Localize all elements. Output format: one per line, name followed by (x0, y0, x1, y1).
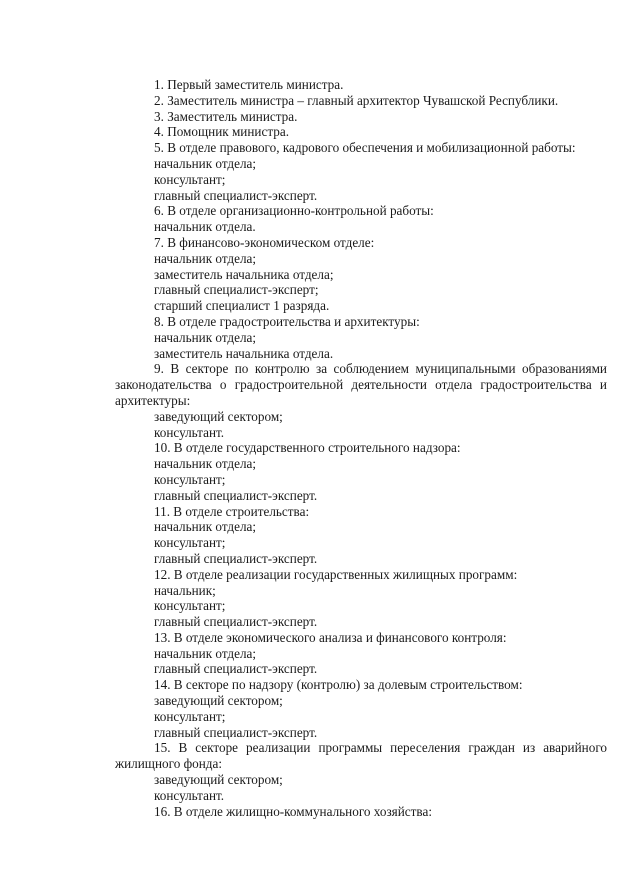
list-item: 14. В секторе по надзору (контролю) за долевым строительством: (154, 677, 523, 693)
list-item: консультант; (154, 708, 226, 724)
list-item: начальник отдела; (154, 329, 257, 345)
list-item: начальник отдела; (154, 645, 257, 661)
list-item: главный специалист-эксперт. (154, 187, 318, 203)
list-item: 8. В отделе градостроительства и архитектуры: (154, 313, 420, 329)
list-item: 11. В отделе строительства: (154, 503, 310, 519)
list-item: заведующий сектором; (154, 408, 283, 424)
list-item: главный специалист-эксперт. (154, 614, 318, 630)
list-item: 3. Заместитель министра. (154, 108, 298, 124)
list-item: 2. Заместитель министра – главный архитектор Чувашской Республики. (154, 92, 559, 108)
list-item: консультант. (154, 424, 225, 440)
list-item: главный специалист-эксперт. (154, 487, 318, 503)
paragraph-9: 9. В секторе по контролю за соблюдением муниципальными образованиями законодательства о градостроительной деятельности отдела градостроительства и архитектуры: (115, 361, 607, 408)
list-item: 16. В отделе жилищно-коммунального хозяйства: (154, 803, 432, 819)
list-item: 10. В отделе государственного строительного надзора: (154, 440, 461, 456)
list-item: 13. В отделе экономического анализа и финансового контроля: (154, 629, 507, 645)
list-item: начальник отдела; (154, 155, 257, 171)
list-item: главный специалист-эксперт. (154, 661, 318, 677)
list-item: заведующий сектором; (154, 772, 283, 788)
list-item: консультант; (154, 471, 226, 487)
list-item: 1. Первый заместитель министра. (154, 77, 344, 92)
list-item: 5. В отделе правового, кадрового обеспечения и мобилизационной работы: (154, 140, 576, 156)
list-item: начальник; (154, 582, 216, 598)
list-item: начальник отдела; (154, 456, 257, 472)
list-item: консультант; (154, 535, 226, 551)
list-item: заведующий сектором; (154, 693, 283, 709)
list-item: заместитель начальника отдела. (154, 345, 334, 361)
list-item: начальник отдела; (154, 519, 257, 535)
list-item: начальник отдела; (154, 250, 257, 266)
paragraph-15: 15. В секторе реализации программы переселения граждан из аварийного жилищного фонда: (115, 740, 607, 772)
list-item: 12. В отделе реализации государственных жилищных программ: (154, 566, 518, 582)
list-item: консультант; (154, 171, 226, 187)
list-item: заместитель начальника отдела; (154, 266, 334, 282)
list-item: 6. В отделе организационно-контрольной работы: (154, 203, 434, 219)
list-item: старший специалист 1 разряда. (154, 298, 330, 314)
list-item: главный специалист-эксперт. (154, 724, 318, 740)
list-item: начальник отдела. (154, 219, 256, 235)
list-item: главный специалист-эксперт. (154, 550, 318, 566)
list-item: главный специалист-эксперт; (154, 282, 319, 298)
document-body (115, 77, 607, 819)
list-item: 7. В финансово-экономическом отделе: (154, 234, 375, 250)
list-item: консультант; (154, 598, 226, 614)
list-item: консультант. (154, 787, 225, 803)
list-item: 4. Помощник министра. (154, 124, 290, 140)
